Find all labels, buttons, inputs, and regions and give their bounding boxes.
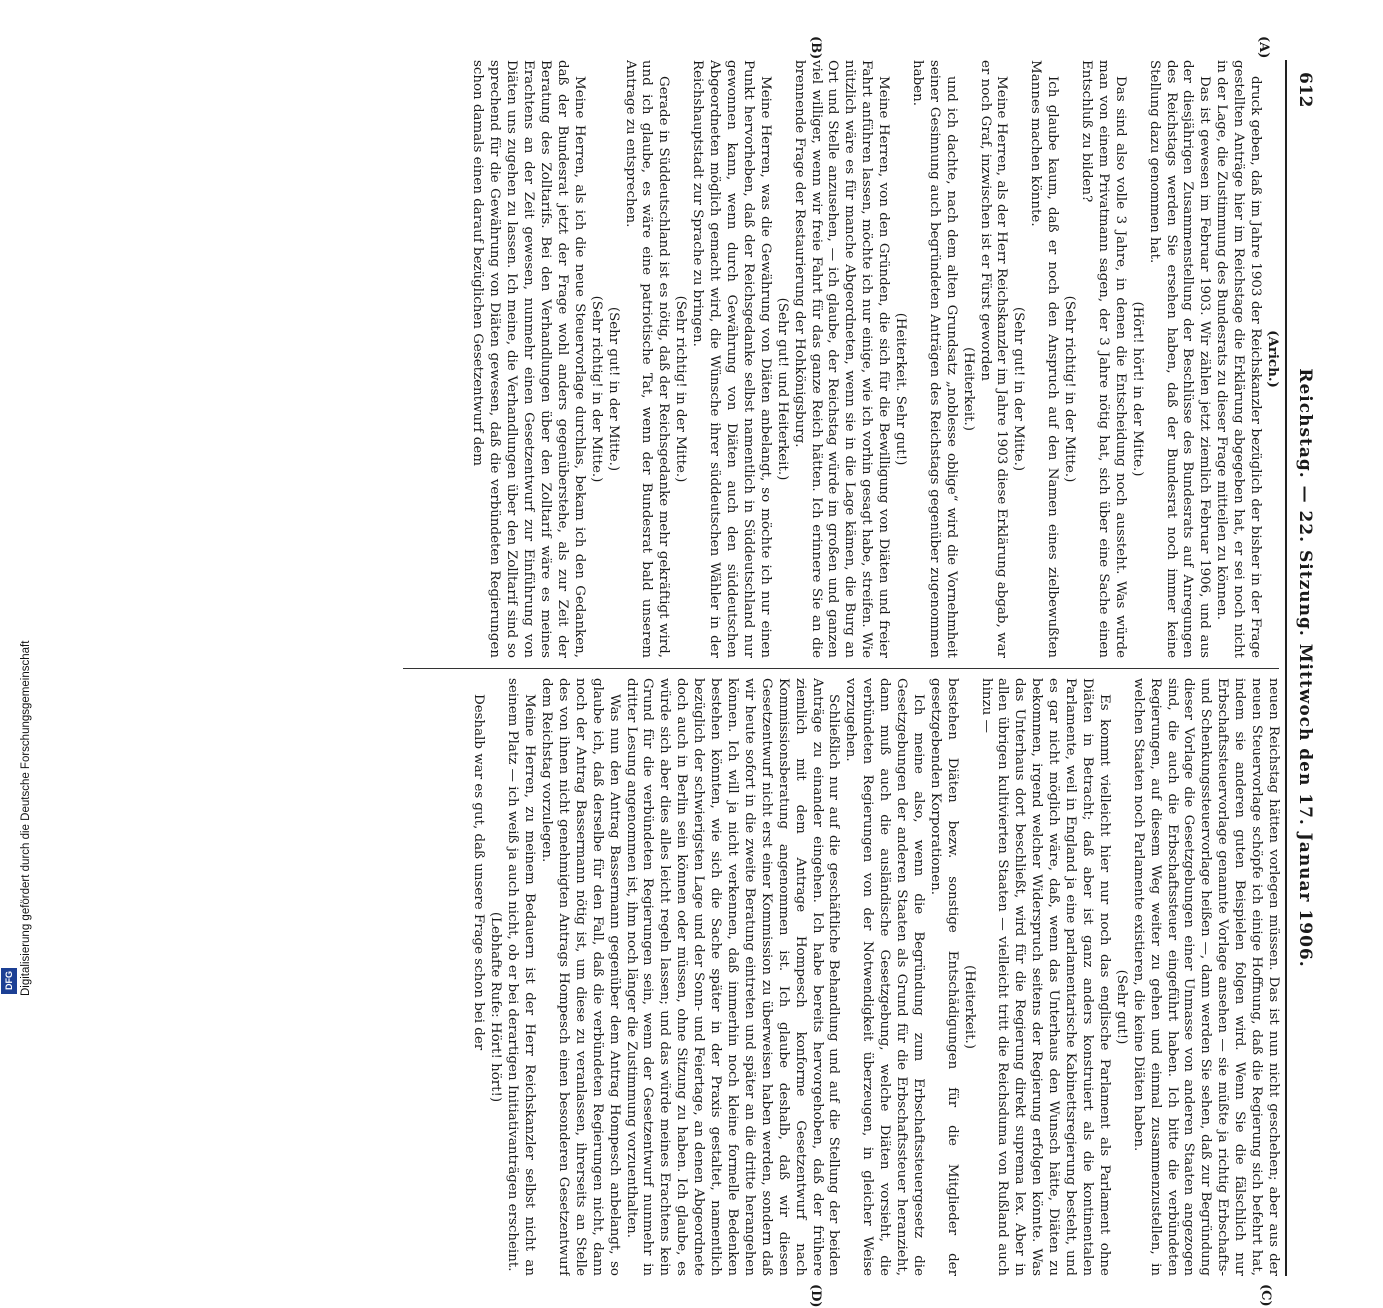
paragraph: Ich meine also, wenn die Begründung zum Erbschaftssteuergesetz die Gesetzgebungen der anderen Staaten als Grund für die Erbschaftssteuer heranzieht, dann muß auch die ausländische Gesetzgebung, welche Diäten vorsieht, die verbündeten Regierungen von der Notwendigkeit überzeugen, in gleicher Weise vorzugehen.: [843, 678, 926, 1276]
margin-marker-a: (A): [1256, 36, 1271, 59]
paragraph: Meine Herren, als ich die neue Steuervorlage durchlas, bekam ich den Gedanken, daß der Bundesrat jetzt der Frage wohl anders gegenüberstehe, als zur Zeit der Beratung des Zolltarifs. Bei den Verhandlungen über den Zolltarif wäre es meines Erachtens an der Zeit gewesen, nunmehr einen Gesetzentwurf zur Einführung von Diäten uns zugehen zu lassen. Ich meine, die Verhandlungen über den Zolltarif sind so sprechend für die Gewährung von Diäten gewesen, daß die verbündeten Regierungen schon damals einen darauf bezüglichen Gesetzentwurf dem: [470, 60, 587, 658]
interjection: (Sehr gut! in der Mitte.): [1011, 306, 1027, 472]
paragraph: Ich glaube kaum, daß er noch den Anspruch auf den Namen eines zielbewußten Mannes machen könnte.: [1028, 60, 1061, 658]
paragraph: Das ist gewesen im Februar 1903. Wir zählen jetzt ziemlich Februar 1906, und aus der diesjährigen Zusammenstellung der Beschlüsse des Bundesrats auf Anregungen des Reichstags werden Sie ersehen haben, daß der Bundesrat noch immer keine Stellung dazu genommen hat.: [1146, 60, 1213, 658]
paragraph: Was nun den Antrag Bassermann gegenüber dem Antrag Hompesch anbelangt, so glaube ich, daß derselbe für den Fall, daß die verbündeten Regierungen nicht, dann noch der Antrag Bassermann nötig ist, um diese zu veranlassen, ihrerseits an Stelle des von ihnen nicht genehmigten Antrags Hompesch einen besonderen Gesetzentwurf dem Reichstag vorzulegen.: [539, 678, 622, 1276]
paragraph: druck geben, daß im Jahre 1903 der Reichskanzler bezüglich der bisher in der Frage gestellten Anträge hier im Reichstage die Erklärung abgegeben hat, er sei noch nicht in der Lage, die Zustimmung des Bundesrats zu dieser Frage mitteilen zu können.: [1214, 60, 1264, 658]
margin-marker-b: (B): [808, 36, 823, 60]
interjection: (Sehr richtig! in der Mitte.): [1062, 295, 1078, 483]
paragraph: und ich dachte, nach dem alten Grundsatz „noblesse oblige“ wird die Vornehmheit seiner Gesinnung auch begründeten Anträgen des Reichstags gegenüber zugenommen haben.: [909, 60, 959, 658]
interjection: (Lebhafte Rufe: Hört! hört!): [488, 911, 504, 1103]
left-column: [401, 60, 1281, 658]
interjection: (Heiterkeit.): [960, 347, 976, 431]
paragraph: Schließlich nur auf die geschäftliche Behandlung und auf die Stellung der beiden Anträge zu einander eingehen. Ich habe bereits hervorgehoben, daß der frühere ziemlich mit dem Antrage Hompesch konforme Gesetzentwurf nach Kommissionsberatung angenommen ist. Ich glaube deshalb, daß wir diesen Gesetzentwurf nicht erst einer Kommission zu überweisen haben werden, sondern daß wir heute sofort in die zweite Beratung eintreten und später an die dritte herangehen können. Ich will ja nicht verkennen, daß immerhin noch kleine formelle Bedenken bestehen könnten, wie sich die Sache später in der Praxis gestaltet, namentlich bezüglich der schwierigsten Lage und der Sonn- und Feiertage, an denen Abgeordnete doch auch in Berlin sein können oder müssen, ohne Sitzung zu haben. Ich glaube, es würde sich aber dies alles leicht regeln lassen; und das würde meines Erachtens kein Grund für die verbündeten Regierungen sein, wenn der Gesetzentwurf nunmehr in dritter Lesung angenommen ist, ihm noch länger die Zustimmung vorzuenthalten.: [623, 678, 842, 1276]
paragraph: Meine Herren, von den Gründen, die sich für die Bewilligung von Diäten und freier Fahrt anführen lassen, möchte ich nur einige, wie ich vorhin gesagt habe, streifen. Wie nützlich wäre es für manche Abgeordneten, wenn sie in die Lage kämen, die Burg an Ort und Stelle anzusehen, — ich glaube, der Reichstag würde im großen und ganzen viel williger, wenn wir freie Fahrt für das ganze Reich hätten. Ich erinnere Sie an die brennende Frage der Restaurierung der Hohkönigsburg.: [791, 60, 892, 658]
margin-marker-c: (C): [1258, 1284, 1273, 1307]
interjection: (Sehr gut!): [1113, 969, 1129, 1045]
paragraph: Meine Herren, zu meinem Bedauern ist der Herr Reichskanzler selbst nicht an seinem Platz — ich weiß ja auch nicht, ob er bei derartigen Initiativanträgen erscheint.: [505, 678, 538, 1276]
interjection: (Hört! hört! in der Mitte.): [1129, 301, 1145, 477]
dfg-logo: DFG: [1, 968, 17, 994]
paragraph: Deshalb war es gut, daß unsere Frage schon bei der: [471, 694, 487, 1051]
page-header: [1287, 60, 1323, 1276]
interjection: (Sehr richtig! in der Mitte.): [673, 295, 689, 483]
paragraph: Gerade in Süddeutschland ist es nötig, daß der Reichsgedanke mehr gekräftigt wird, und ich glaube, es wäre eine patriotische Tat, wenn der Bundesrat bald unserem Antrage zu entsprechen.: [622, 60, 672, 658]
paragraph: Es kommt vielleicht hier nur noch das englische Parlament als Parlament ohne Diäten in Betracht; daß aber ist ganz anders konstruiert als die kontinentalen Parlamente, weil in England ja eine parlamentarische Kabinettsregierung besteht, und es gar nicht möglich wäre, daß, wenn das Unterhaus den Wunsch hätte, Diäten zu bekommen, irgend welcher Widerspruch seitens der Regierung erfolgen könnte. Was das Unterhaus dort beschließt, wird für die Regierung direkt suprema lex. Aber in allen übrigen kultivierten Staaten — vielleicht tritt die Reichsduma von Rußland auch hinzu —: [978, 678, 1112, 1276]
column-divider: [403, 668, 1279, 669]
digitization-credit: Digitalisierung gefördert durch die Deutsche Forschungsgemeinschaft: [20, 640, 32, 996]
page-title: Reichstag. — 22. Sitzung. Mittwoch den 17. Januar 1906.: [1295, 368, 1315, 968]
interjection: (Heiterkeit.): [961, 965, 977, 1049]
header-rule: [1285, 60, 1287, 1276]
interjection: (Sehr gut! in der Mitte.): [605, 306, 621, 472]
interjection: (Sehr richtig! in der Mitte.): [588, 295, 604, 483]
paragraph: Das sind also volle 3 Jahre, in denen die Entscheidung noch aussteht. Was würde man von einem Privatmann sagen, der 3 Jahre nötig hat, sich über eine Sache einen Entschluß zu bilden?: [1079, 60, 1128, 658]
paragraph: bestehen Diäten bezw. sonstige Entschädigungen für die Mitglieder der gesetzgebenden Korporationen.: [927, 678, 960, 1276]
paragraph: Meine Herren, als der Herr Reichskanzler im Jahre 1903 diese Erklärung abgab, war er noch Graf, inzwischen ist er Fürst geworden: [977, 60, 1010, 658]
margin-marker-d: (D): [808, 1284, 823, 1308]
page-number: 612: [1295, 72, 1315, 108]
speaker-name: (Arich.): [1265, 330, 1281, 388]
paragraph: Meine Herren, was die Gewährung von Diäten anbelangt, so möchte ich nur einen Punkt hervorheben, daß der Reichsgedanke selbst namentlich in Süddeutschland nur gewonnen kann, wenn durch Gewährung von Diäten auch den süddeutschen Abgeordneten möglich gemacht wird, die Wünsche ihrer süddeutschen Wähler in der Reichshauptstadt zur Sprache zu bringen.: [690, 60, 773, 658]
interjection: (Sehr gut! und Heiterkeit.): [774, 297, 790, 481]
paragraph: neuen Reichstag hätten vorlegen müssen. Das ist nun nicht geschehen; aber aus der neuen Steuervorlage schöpfe ich einige Hoffnung, daß die Regierung sich befehrt hat, indem sie anderen guten Beispielen folgen wird. Wenn Sie die fälschlich nur Erbschaftssteuervorlage genannte Vorlage ansehen — sie müßte ja richtig Erbschafts- und Schenkungssteuervorlage heißen —, dann werden Sie sehen, daß zur Begründung dieser Vorlage die Gesetzgebungen einer Unmasse von anderen Staaten angezogen sind, die auch die Erbschaftssteuer eingeführt haben. Ich bitte die verbündeten Regierungen, auf diesem Weg weiter zu gehen und einmal zusammenzustellen, in welchen Staaten noch Parlamente existieren, die keine Diäten haben.: [1130, 678, 1281, 1276]
interjection: (Heiterkeit. Sehr gut!): [893, 312, 909, 466]
